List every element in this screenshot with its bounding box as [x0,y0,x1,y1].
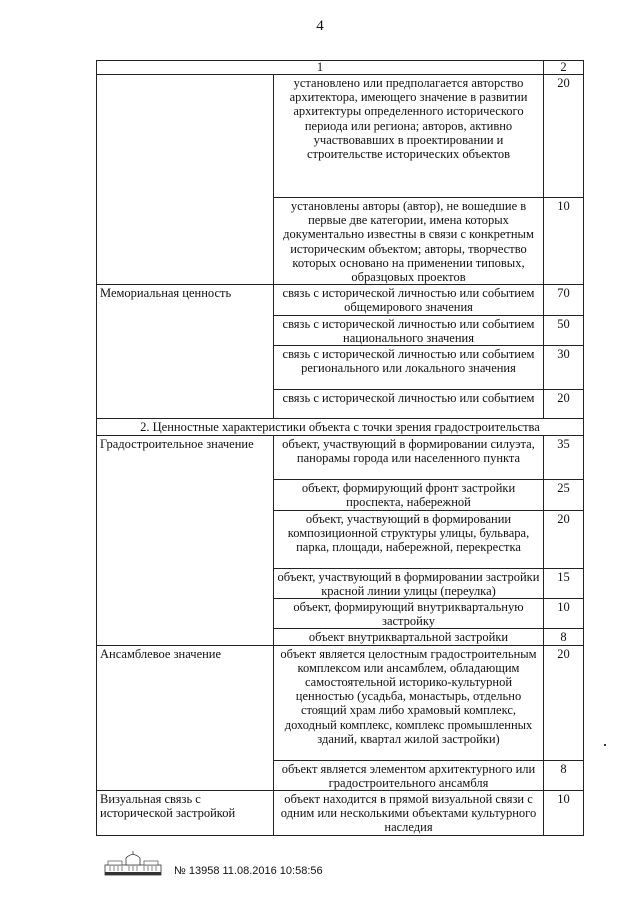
score-cell: 20 [544,645,584,760]
description-cell: объект, формирующий внутриквартальную застройку [274,599,544,629]
description-cell: объект внутриквартальной застройки [274,629,544,645]
description-cell: объект, участвующий в формировании застройки красной линии улицы (переулка) [274,568,544,598]
table-header-row [97,61,584,75]
section-header-row [97,419,584,436]
table-row [97,645,584,760]
description-cell: объект, формирующий фронт застройки проспекта, набережной [274,480,544,510]
score-cell: 10 [544,198,584,285]
score-cell: 70 [544,285,584,315]
header-col-1: 1 [97,61,544,75]
score-cell: 15 [544,568,584,598]
description-cell: связь с исторической личностью или событием общемирового значения [274,285,544,315]
registration-stamp: № 13958 11.08.2016 10:58:56 [174,865,323,877]
criterion-cell: Мемориальная ценность [97,285,274,419]
table-row [97,791,584,836]
description-cell: объект, участвующий в формировании силуэта, панорамы города или населенного пункта [274,436,544,480]
description-cell: связь с исторической личностью или событием национального значения [274,315,544,345]
description-cell: объект, участвующий в формировании композиционной структуры улицы, бульвара, парка, площади, набережной, перекрестка [274,510,544,568]
description-cell: установлено или предполагается авторство архитектора, имеющего значение в развитии архитектуры определенного исторического периода или региона; авторов, активно участвовавших в проектировании и строительстве исторических объектов [274,75,544,198]
header-col-2: 2 [544,61,584,75]
criterion-cell [97,75,274,285]
score-cell: 10 [544,599,584,629]
score-cell: 8 [544,629,584,645]
score-cell: 8 [544,760,584,790]
description-cell: объект является целостным градостроительным комплексом или ансамблем, обладающим самостоятельной историко-культурной ценностью (усадьба, монастырь, отдельно стоящий храм либо храмовый комплекс, доходный комплекс, комплекс промышленных зданий, квартал жилой застройки) [274,645,544,760]
table-row [97,75,584,198]
description-cell: объект находится в прямой визуальной связи с одним или несколькими объектами культурного наследия [274,791,544,836]
description-cell: связь с исторической личностью или событием [274,390,544,419]
score-cell: 25 [544,480,584,510]
score-cell: 20 [544,510,584,568]
section-title: 2. Ценностные характеристики объекта с точки зрения градостроительства [97,419,584,436]
score-cell: 10 [544,791,584,836]
score-cell: 20 [544,75,584,198]
criterion-cell: Градостроительное значение [97,436,274,645]
score-cell: 35 [544,436,584,480]
table-row [97,285,584,315]
description-cell: установлены авторы (автор), не вошедшие в первые две категории, имена которых документально известны в связи с конкретным историческим объектом; авторы, творчество которых основано на применении типовых, образцовых проектов [274,198,544,285]
scan-speck [604,744,606,746]
document-footer [104,850,464,880]
criterion-cell: Ансамблевое значение [97,645,274,790]
criteria-table [96,60,584,836]
description-cell: объект является элементом архитектурного или градостроительного ансамбля [274,760,544,790]
criterion-cell: Визуальная связь с исторической застройкой [97,791,274,836]
description-cell: связь с исторической личностью или событием регионального или локального значения [274,346,544,390]
score-cell: 50 [544,315,584,345]
score-cell: 20 [544,390,584,419]
table-row [97,436,584,480]
government-building-icon [104,850,162,876]
score-cell: 30 [544,346,584,390]
page-number: 4 [316,18,324,34]
